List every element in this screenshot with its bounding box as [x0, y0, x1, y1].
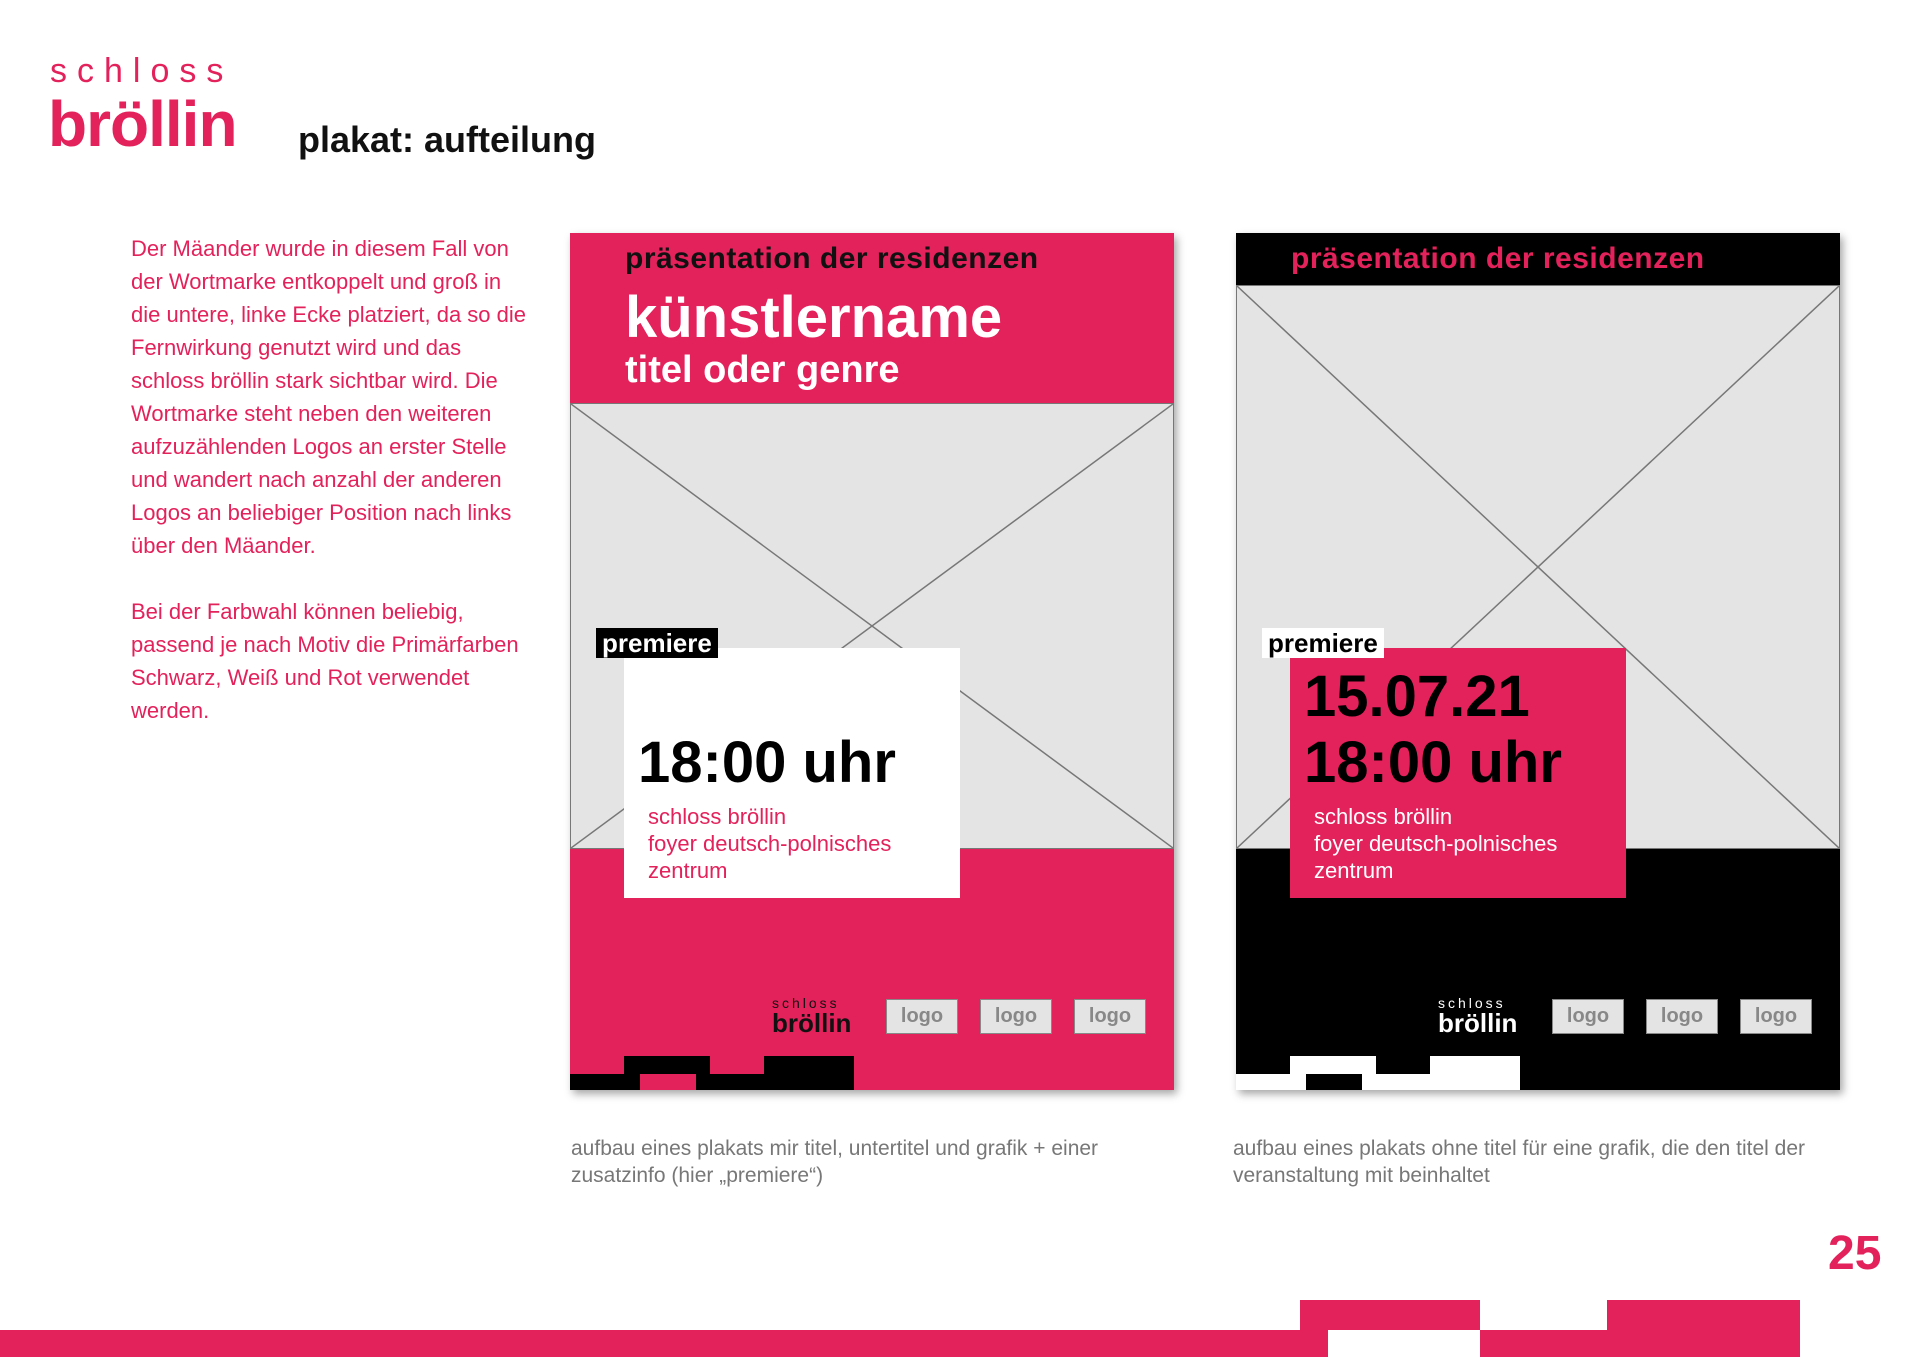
- poster-presentation-line: präsentation der residenzen: [625, 242, 1039, 275]
- meander-graphic: [1236, 1056, 1526, 1090]
- poster-caption: aufbau eines plakats mir titel, untertitel und grafik + einer zusatzinfo (hier „premiere“): [571, 1137, 1099, 1187]
- event-info-box: [1290, 648, 1626, 898]
- poster-brand-logo: [772, 996, 851, 1036]
- poster-logo-large: bröllin: [772, 1008, 852, 1038]
- description-paragraph-2: Bei der Farbwahl können beliebig, passend je nach Motiv die Primärfarben Schwarz, Weiß und Rot verwendet werden.: [131, 599, 519, 723]
- sponsor-logo-placeholder: logo: [886, 999, 958, 1034]
- venue-line: schloss bröllin: [1314, 804, 1453, 829]
- poster-artist-name: künstlername: [625, 285, 1003, 350]
- event-time: 18:00 uhr: [638, 730, 896, 795]
- poster-with-title: [570, 233, 1174, 1090]
- event-info-box: [624, 648, 960, 898]
- page-number: 25: [1828, 1227, 1882, 1280]
- sponsor-logo-placeholder: logo: [980, 999, 1052, 1034]
- venue-line: zentrum: [648, 858, 728, 883]
- premiere-tag: premiere: [1262, 628, 1384, 658]
- poster-logo-large: bröllin: [1438, 1008, 1518, 1038]
- event-venue: [648, 803, 891, 884]
- event-venue: [1314, 803, 1557, 884]
- poster-logo-small: schloss: [1438, 995, 1506, 1011]
- poster-logo-small: schloss: [772, 995, 840, 1011]
- venue-line: foyer deutsch-polnisches: [648, 831, 892, 856]
- event-date: 15.07.21: [1304, 664, 1530, 729]
- sponsor-logo-placeholder: logo: [1646, 999, 1718, 1034]
- description-paragraph-1: Der Mäander wurde in diesem Fall von der Wortmarke entkoppelt und groß in die untere, linke Ecke platziert, da so die Fernwirkung genutzt wird und das schloss bröllin stark sichtbar wird. Die Wortmarke steht neben den weiteren aufzuzählenden Logos an erster Stelle und wandert nach anzahl der anderen Logos an beliebiger Position nach links über den Mäander.: [131, 236, 527, 558]
- brand-logo-large: bröllin: [48, 88, 237, 160]
- venue-line: zentrum: [1314, 858, 1394, 883]
- venue-line: foyer deutsch-polnisches: [1314, 831, 1558, 856]
- page-title: plakat: aufteilung: [298, 119, 597, 160]
- footer-meander-graphic: [0, 1300, 1920, 1357]
- event-time: 18:00 uhr: [1304, 730, 1562, 795]
- premiere-tag: premiere: [596, 628, 718, 658]
- sponsor-logo-placeholder: logo: [1074, 999, 1146, 1034]
- poster-brand-logo: [1438, 996, 1517, 1036]
- poster-caption: aufbau eines plakats ohne titel für eine grafik, die den titel der veranstaltung mit beinhaltet: [1233, 1137, 1806, 1187]
- meander-graphic: [570, 1056, 860, 1090]
- venue-line: schloss bröllin: [648, 804, 787, 829]
- sponsor-logo-placeholder: logo: [1740, 999, 1812, 1034]
- poster-subtitle: titel oder genre: [625, 349, 900, 391]
- description-text: [131, 232, 531, 760]
- poster-presentation-line: präsentation der residenzen: [1291, 242, 1705, 275]
- poster-without-title: [1236, 233, 1840, 1090]
- brand-logo-small: schloss: [50, 52, 234, 90]
- sponsor-logo-placeholder: logo: [1552, 999, 1624, 1034]
